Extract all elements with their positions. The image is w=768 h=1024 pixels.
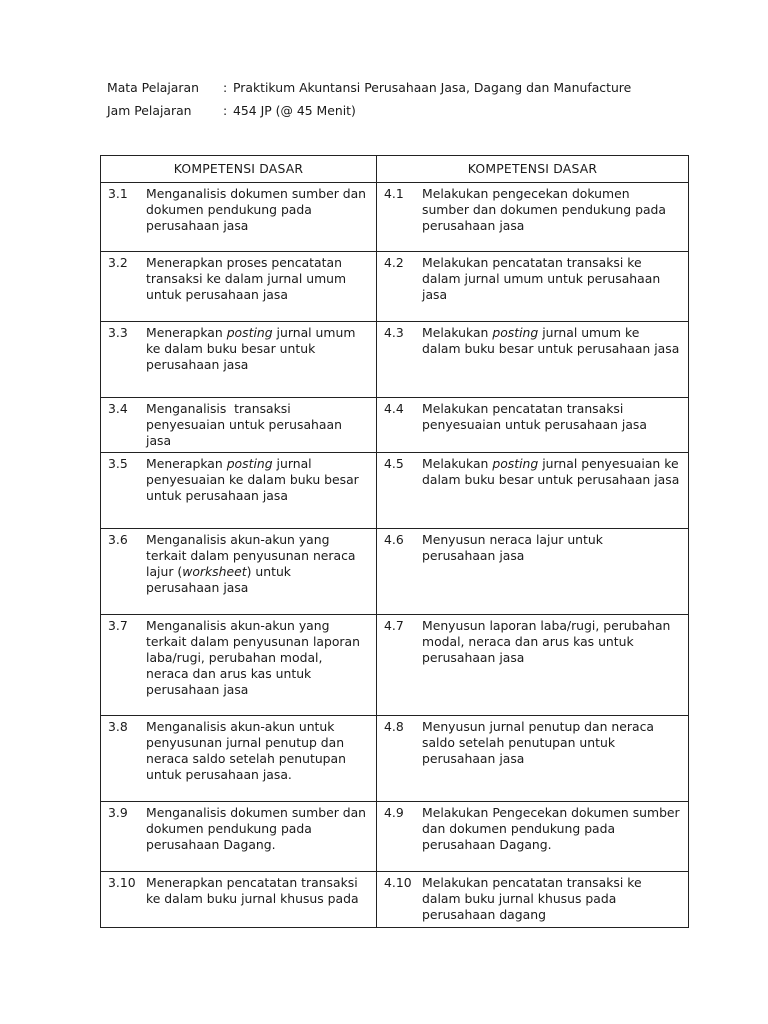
italic-term: posting: [492, 325, 539, 340]
left-cell: [101, 322, 377, 398]
competency-text: Menerapkan proses pencatatan transaksi ke dalam jurnal umum untuk perusahaan jasa: [146, 255, 347, 302]
competency-number: 3.7: [108, 618, 128, 633]
competency-number: 4.7: [384, 618, 404, 633]
right-cell: [377, 716, 689, 802]
competency-text: [146, 456, 368, 504]
competency-text: [146, 325, 368, 373]
hours-separator: :: [223, 103, 228, 118]
competency-text: Menerapkan pencatatan transaksi ke dalam buku jurnal khusus pada: [146, 875, 359, 906]
text-part: Menganalisis akun-akun yang terkait dalam penyusunan neraca lajur (: [146, 532, 356, 579]
table-row: [101, 322, 689, 398]
competency-text: Melakukan pengecekan dokumen sumber dan dokumen pendukung pada perusahaan jasa: [422, 186, 667, 233]
text-part: jurnal umum ke dalam buku besar untuk perusahaan jasa: [422, 325, 680, 356]
hours-row: [107, 103, 707, 119]
competency-number: 3.2: [108, 255, 128, 270]
italic-term: posting: [226, 456, 273, 471]
left-cell: [101, 529, 377, 615]
left-cell: [101, 453, 377, 529]
competency-text: [422, 325, 680, 357]
right-cell: [377, 252, 689, 322]
right-cell: [377, 453, 689, 529]
table-row: [101, 398, 689, 453]
text-part: ) untuk perusahaan jasa: [146, 564, 291, 595]
table-row: [101, 183, 689, 252]
competency-number: 3.10: [108, 875, 136, 890]
text-part: jurnal umum ke dalam buku besar untuk perusahaan jasa: [146, 325, 356, 372]
table-row: [101, 615, 689, 716]
text-part: Melakukan: [422, 456, 493, 471]
competency-text: Melakukan pencatatan transaksi penyesuaian untuk perusahaan jasa: [422, 401, 647, 432]
column-header-left: KOMPETENSI DASAR: [101, 156, 377, 183]
competency-text: Melakukan pencatatan transaksi ke dalam buku jurnal khusus pada perusahaan dagang: [422, 875, 642, 922]
competency-number: 3.6: [108, 532, 128, 547]
left-cell: [101, 183, 377, 252]
italic-term: posting: [226, 325, 273, 340]
text-part: Menerapkan: [146, 325, 227, 340]
column-header-right: KOMPETENSI DASAR: [377, 156, 689, 183]
table-header-row: [101, 156, 689, 183]
competency-text: Menyusun jurnal penutup dan neraca saldo setelah penutupan untuk perusahaan jasa: [422, 719, 654, 766]
competency-text: Menganalisis akun-akun untuk penyusunan jurnal penutup dan neraca saldo setelah penutupan untuk perusahaan jasa.: [146, 719, 346, 782]
right-cell: [377, 398, 689, 453]
competency-text: Menganalisis akun-akun yang terkait dalam penyusunan laporan laba/rugi, perubahan modal, neraca dan arus kas untuk perusahaan jasa: [146, 618, 360, 697]
right-cell: [377, 802, 689, 872]
hours-label: Jam Pelajaran: [107, 103, 192, 118]
competency-number: 3.9: [108, 805, 128, 820]
left-cell: [101, 716, 377, 802]
text-part: Menerapkan: [146, 456, 227, 471]
right-cell: [377, 615, 689, 716]
right-cell: [377, 322, 689, 398]
document-header: [107, 80, 707, 119]
left-cell: [101, 252, 377, 322]
right-cell: [377, 872, 689, 928]
competency-number: 4.9: [384, 805, 404, 820]
competency-number: 3.4: [108, 401, 128, 416]
table-row: [101, 802, 689, 872]
italic-term: worksheet: [182, 564, 247, 579]
competency-text: Menyusun neraca lajur untuk perusahaan jasa: [422, 532, 603, 563]
table-row: [101, 872, 689, 928]
competency-text: [146, 532, 368, 596]
subject-value: Praktikum Akuntansi Perusahaan Jasa, Dagang dan Manufacture: [233, 80, 632, 95]
competency-text: Menganalisis dokumen sumber dan dokumen pendukung pada perusahaan jasa: [146, 186, 367, 233]
subject-separator: :: [223, 80, 228, 95]
competency-number: 3.3: [108, 325, 128, 340]
table-row: [101, 252, 689, 322]
competency-number: 4.8: [384, 719, 404, 734]
competency-number: 4.4: [384, 401, 404, 416]
table-row: [101, 529, 689, 615]
table-row: [101, 716, 689, 802]
italic-term: posting: [492, 456, 539, 471]
right-cell: [377, 529, 689, 615]
table-row: [101, 453, 689, 529]
text-part: jurnal penyesuaian ke dalam buku besar untuk perusahaan jasa: [422, 456, 680, 487]
competency-number: 4.1: [384, 186, 404, 201]
competency-table: [100, 155, 689, 928]
competency-number: 4.10: [384, 875, 412, 890]
left-cell: [101, 872, 377, 928]
competency-number: 3.8: [108, 719, 128, 734]
competency-text: Menganalisis transaksi penyesuaian untuk perusahaan jasa: [146, 401, 346, 448]
left-cell: [101, 802, 377, 872]
competency-number: 4.2: [384, 255, 404, 270]
left-cell: [101, 398, 377, 453]
competency-text: Menyusun laporan laba/rugi, perubahan modal, neraca dan arus kas untuk perusahaan jasa: [422, 618, 671, 665]
subject-row: [107, 80, 707, 96]
competency-text: Menganalisis dokumen sumber dan dokumen pendukung pada perusahaan Dagang.: [146, 805, 367, 852]
competency-text: [422, 456, 680, 488]
text-part: Melakukan: [422, 325, 493, 340]
competency-text: Melakukan Pengecekan dokumen sumber dan dokumen pendukung pada perusahaan Dagang.: [422, 805, 680, 852]
competency-number: 3.1: [108, 186, 128, 201]
subject-label: Mata Pelajaran: [107, 80, 199, 95]
left-cell: [101, 615, 377, 716]
hours-value: 454 JP (@ 45 Menit): [233, 103, 356, 118]
competency-text: Melakukan pencatatan transaksi ke dalam jurnal umum untuk perusahaan jasa: [422, 255, 661, 302]
competency-number: 4.3: [384, 325, 404, 340]
right-cell: [377, 183, 689, 252]
competency-number: 4.5: [384, 456, 404, 471]
competency-number: 3.5: [108, 456, 128, 471]
competency-number: 4.6: [384, 532, 404, 547]
text-part: jurnal penyesuaian ke dalam buku besar untuk perusahaan jasa: [146, 456, 359, 503]
